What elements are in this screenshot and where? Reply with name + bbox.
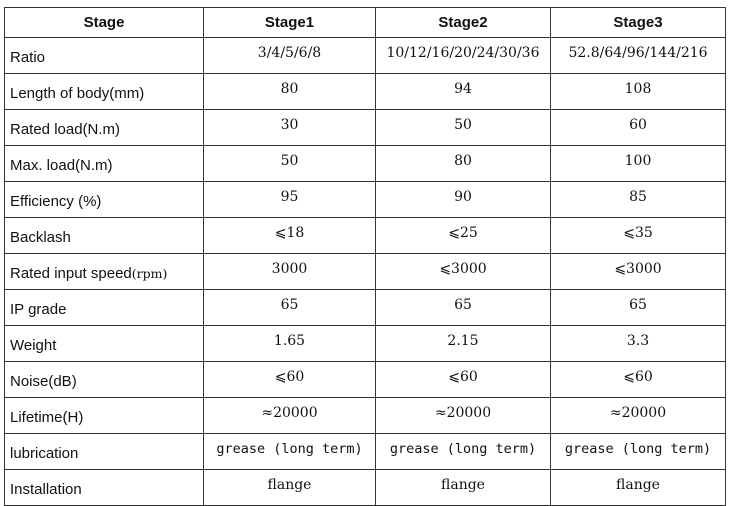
- row-label-cell: [5, 254, 204, 290]
- cell-value: 94: [376, 74, 551, 110]
- cell-value: flange: [376, 470, 551, 506]
- cell-value: 65: [204, 290, 376, 326]
- row-label: lubrication: [5, 434, 204, 470]
- cell-value: 1.65: [204, 326, 376, 362]
- row-label: Length of body(mm): [5, 74, 204, 110]
- cell-value: 3.3: [551, 326, 726, 362]
- cell-value: ⩽35: [551, 218, 726, 254]
- cell-value: ⩽18: [204, 218, 376, 254]
- cell-value: ⩽3000: [376, 254, 551, 290]
- cell-value: ≈20000: [204, 398, 376, 434]
- header-stage1: Stage1: [204, 8, 376, 38]
- cell-value: 3/4/5/6/8: [204, 38, 376, 74]
- row-label: Rated load(N.m): [5, 110, 204, 146]
- cell-value: 80: [204, 74, 376, 110]
- cell-value: ≈20000: [551, 398, 726, 434]
- table-row: [5, 326, 726, 362]
- table-row: [5, 290, 726, 326]
- cell-value: 85: [551, 182, 726, 218]
- table-row: [5, 38, 726, 74]
- cell-value: ⩽25: [376, 218, 551, 254]
- row-label: Max. load(N.m): [5, 146, 204, 182]
- header-row: [5, 8, 726, 38]
- row-label: Backlash: [5, 218, 204, 254]
- row-label: Ratio: [5, 38, 204, 74]
- table-row: [5, 146, 726, 182]
- cell-value: flange: [204, 470, 376, 506]
- spec-table: [4, 7, 726, 506]
- cell-value: 95: [204, 182, 376, 218]
- cell-value: ⩽3000: [551, 254, 726, 290]
- cell-value: grease (long term): [204, 434, 376, 470]
- cell-value: 50: [204, 146, 376, 182]
- table-row: [5, 434, 726, 470]
- cell-value: 65: [551, 290, 726, 326]
- cell-value: 52.8/64/96/144/216: [551, 38, 726, 74]
- cell-value: 10/12/16/20/24/30/36: [376, 38, 551, 74]
- table-row: [5, 362, 726, 398]
- row-label: IP grade: [5, 290, 204, 326]
- cell-value: 30: [204, 110, 376, 146]
- cell-value: 2.15: [376, 326, 551, 362]
- table-row: [5, 74, 726, 110]
- cell-value: 80: [376, 146, 551, 182]
- row-label: Efficiency (%): [5, 182, 204, 218]
- row-label: Rated input speed: [10, 265, 132, 282]
- cell-value: grease (long term): [551, 434, 726, 470]
- cell-value: ≈20000: [376, 398, 551, 434]
- row-label: Weight: [5, 326, 204, 362]
- table-row: [5, 218, 726, 254]
- cell-value: ⩽60: [376, 362, 551, 398]
- cell-value: 100: [551, 146, 726, 182]
- table-row: [5, 182, 726, 218]
- table-row: [5, 254, 726, 290]
- cell-value: 60: [551, 110, 726, 146]
- row-label: Lifetime(H): [5, 398, 204, 434]
- table-row: [5, 470, 726, 506]
- cell-value: 3000: [204, 254, 376, 290]
- cell-value: flange: [551, 470, 726, 506]
- row-label-unit: (rpm): [131, 266, 168, 281]
- cell-value: 108: [551, 74, 726, 110]
- table-row: [5, 110, 726, 146]
- cell-value: 90: [376, 182, 551, 218]
- header-stage2: Stage2: [376, 8, 551, 38]
- cell-value: grease (long term): [376, 434, 551, 470]
- header-stage3: Stage3: [551, 8, 726, 38]
- header-stage: Stage: [5, 8, 204, 38]
- table-row: [5, 398, 726, 434]
- cell-value: 50: [376, 110, 551, 146]
- row-label: Noise(dB): [5, 362, 204, 398]
- cell-value: 65: [376, 290, 551, 326]
- cell-value: ⩽60: [551, 362, 726, 398]
- row-label: Installation: [5, 470, 204, 506]
- cell-value: ⩽60: [204, 362, 376, 398]
